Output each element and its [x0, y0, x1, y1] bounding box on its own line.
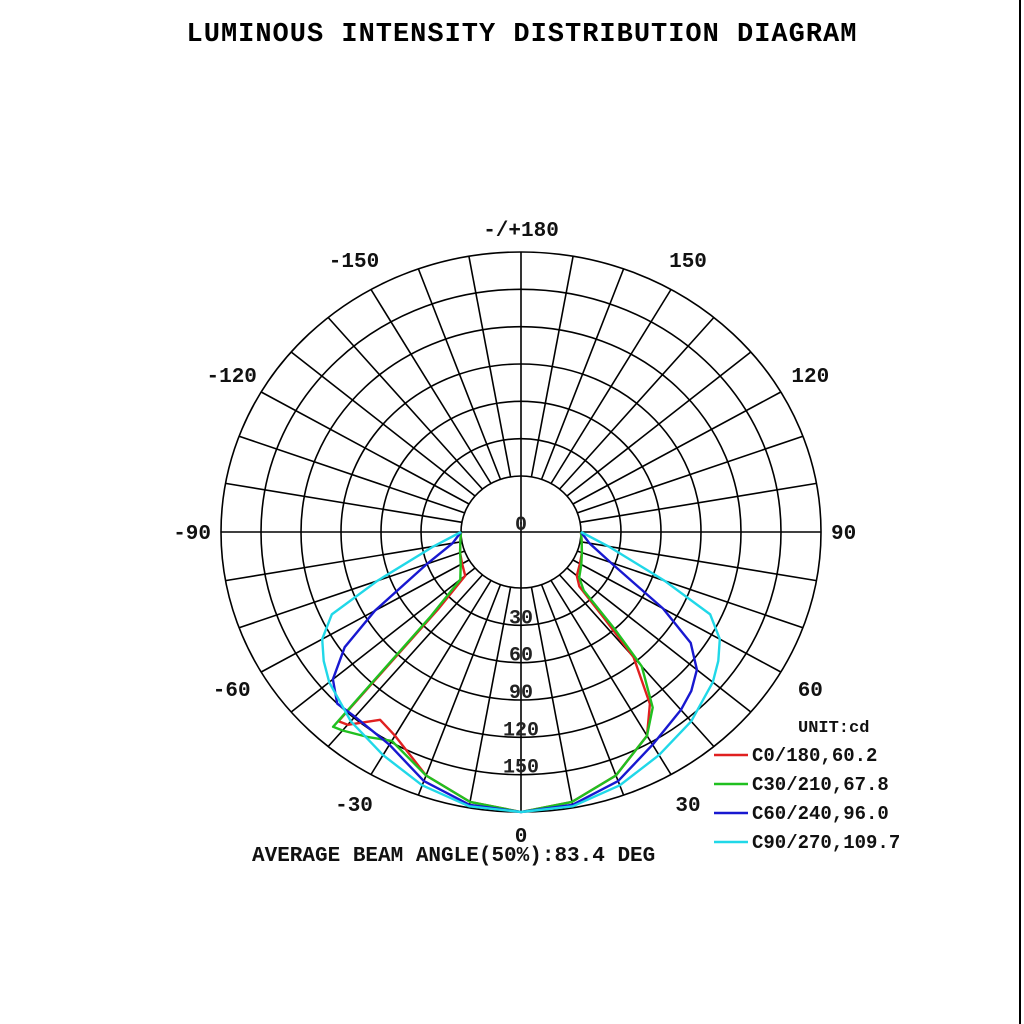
grid-spoke	[291, 568, 475, 712]
legend-entry: C0/180,60.2	[752, 745, 878, 767]
grid-spoke	[291, 352, 475, 496]
angle-label: -120	[206, 366, 257, 389]
angle-label: 60	[797, 680, 823, 703]
grid-spoke	[551, 290, 671, 484]
legend-entry: C90/270,109.7	[752, 832, 901, 854]
chart-title: LUMINOUS INTENSITY DISTRIBUTION DIAGRAM	[186, 20, 858, 50]
unit-label: UNIT:cd	[798, 719, 870, 738]
radial-tick-label: 0	[514, 514, 528, 537]
angle-label: -90	[173, 523, 211, 546]
radial-tick-label: 150	[502, 756, 540, 780]
grid-spoke	[560, 318, 714, 490]
grid-spoke	[328, 318, 482, 490]
grid-spoke	[261, 560, 469, 672]
angle-label: 90	[831, 523, 857, 546]
grid-spoke	[239, 436, 465, 513]
grid-spoke	[567, 352, 751, 496]
angle-label: -150	[328, 251, 380, 275]
legend-entry: C30/210,67.8	[752, 774, 889, 796]
angle-label: -30	[335, 794, 373, 818]
radial-tick-label: 60	[508, 644, 534, 668]
grid-spoke	[418, 269, 500, 479]
grid-spoke	[371, 290, 491, 484]
angle-label: 0	[514, 826, 528, 849]
grid-spoke	[261, 392, 469, 504]
angle-label: -60	[212, 680, 251, 703]
grid-spoke	[567, 568, 751, 712]
radial-tick-label: 120	[502, 719, 540, 743]
radial-tick-label: 30	[508, 607, 534, 631]
grid-spoke	[573, 392, 781, 504]
grid-spoke	[542, 269, 624, 479]
legend	[714, 719, 900, 854]
grid-spoke	[577, 436, 803, 513]
legend-entry: C60/240,96.0	[752, 803, 889, 825]
radial-tick-label: 90	[508, 682, 534, 705]
beam-angle-annotation: AVERAGE BEAM ANGLE(50%):83.4 DEG	[252, 845, 656, 868]
angle-label: -/+180	[483, 220, 559, 243]
series-curve-1	[333, 532, 653, 812]
angle-label: 150	[669, 251, 707, 275]
angle-label: 120	[791, 366, 830, 389]
angle-label: 30	[675, 794, 701, 818]
grid-spoke	[542, 585, 624, 795]
